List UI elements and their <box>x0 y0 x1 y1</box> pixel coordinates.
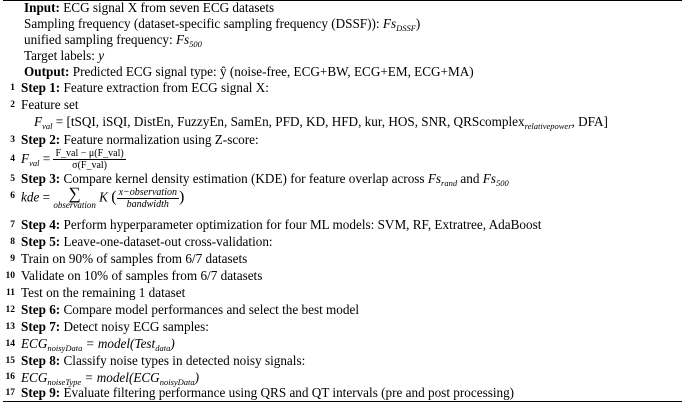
zscore-fraction <box>53 148 125 171</box>
fval-sub: val <box>29 158 40 168</box>
line-number: 14 <box>5 339 15 349</box>
step9-text: Evaluate filtering performance using QRS and QT intervals (pre and post processing) <box>63 385 515 400</box>
line-number: 16 <box>5 372 15 382</box>
step6-text: Compare model performances and select the best model <box>63 302 360 317</box>
step7-label: Step 7: <box>21 319 61 334</box>
line-number: 7 <box>10 220 15 230</box>
noisy-data-sub: noisyData <box>47 343 83 353</box>
line-number: 10 <box>5 271 15 281</box>
zscore-numerator: F_val − μ(F_val) <box>55 148 124 160</box>
line-number: 6 <box>10 191 15 201</box>
step4-label: Step 4: <box>21 217 61 232</box>
feature-set-label: Feature set <box>21 97 79 112</box>
step5-label: Step 5: <box>21 234 61 249</box>
step2-label: Step 2: <box>21 132 61 147</box>
ecg-symbol: ECG <box>21 336 48 351</box>
test-data-sub: data <box>155 343 171 353</box>
line-number: 1 <box>10 83 15 93</box>
line-number: 5 <box>10 174 15 184</box>
kernel-symbol: K <box>99 189 108 205</box>
fval-symbol: F <box>21 151 30 166</box>
step2-text: Feature normalization using Z-score: <box>63 132 259 147</box>
fval-symbol: F <box>34 114 43 129</box>
sigma-icon: ∑ <box>68 184 81 203</box>
summation-index: observation <box>53 200 96 210</box>
paren-open: ( <box>111 188 117 206</box>
algo-line-17 <box>3 384 682 402</box>
model-call: = model(Test <box>85 336 156 351</box>
kde-fraction <box>117 187 179 210</box>
line-number: 8 <box>10 237 15 247</box>
output-text: Predicted ECG signal type: ŷ (noise-free, ECG+BW, ECG+EM, ECG+MA) <box>72 64 474 79</box>
step8-text: Classify noise types in detected noisy signals: <box>63 353 306 368</box>
fs-rand-sub: rand <box>441 178 458 188</box>
feature-set-items: [tSQI, iSQI, DistEn, FuzzyEn, SamEn, PFD, KD, HFD, kur, HOS, SNR, QRScomplex <box>66 114 525 129</box>
test-text: Test on the remaining 1 dataset <box>21 285 186 300</box>
fs-symbol: Fs <box>482 171 496 186</box>
usf-text: unified sampling frequency: <box>24 32 173 47</box>
target-text: Target labels: <box>24 48 95 63</box>
input-text: ECG signal X from seven ECG datasets <box>63 0 275 15</box>
step3-text: Compare kernel density estimation (KDE) for feature overlap across <box>63 171 425 186</box>
step9-label: Step 9: <box>21 385 61 400</box>
fval-sub: val <box>42 121 53 131</box>
usf-symbol: Fs <box>175 32 190 47</box>
ecg-symbol: ECG <box>21 370 48 385</box>
step5-text: Leave-one-dataset-out cross-validation: <box>63 234 273 249</box>
model-call: = model(ECG <box>84 370 160 385</box>
noise-type-sub: noiseType <box>47 377 82 387</box>
step4-text: Perform hyperparameter optimization for four ML models: SVM, RF, Extratree, AdaBoost <box>63 217 542 232</box>
step8-label: Step 8: <box>21 353 61 368</box>
paren-close: ) <box>178 188 185 206</box>
step1-label: Step 1: <box>21 80 61 95</box>
feature-set-sub: relativepower <box>524 121 572 131</box>
sf-sub: DSSF <box>396 23 416 33</box>
line-number: 13 <box>5 322 15 332</box>
line-number: 9 <box>10 254 15 264</box>
line-number: 3 <box>10 135 15 145</box>
summation <box>53 184 96 210</box>
kde-symbol: kde <box>21 189 40 205</box>
kde-numerator: x−observation <box>118 187 177 198</box>
feature-set-end: , DFA] <box>571 114 608 129</box>
fs-500-sub: 500 <box>495 178 509 188</box>
zscore-denominator: σ(F_val) <box>72 160 108 172</box>
target-symbol: y <box>98 48 105 63</box>
algorithm-box: Input: ECG signal X from seven ECG datasets Sampling frequency (dataset-specific sampling frequency (DSSF)): $Fs_{DSSF}$) unified sampling frequency: $Fs_{500}$ Target labels: y Output: Predicted ECG signal type: ŷ (noise-free, ECG+BW, ECG+EM, ECG+MA) 1 Step 1: Feature extraction from ECG signal X: 2 Feature set $F_{val}$ = [tSQI, iSQI, DistEn, FuzzyEn, SamEn, PFD, KD, HFD, kur, HOS, SNR, QRScomplex$_{relativepower}$, DFA] 3 Step 2: Feature normalization using Z-score: 4 $F_{val}$ = $\frac{\text{F\_val − μ(F\_val)}}{\text{σ(F\_val)}}$ 5 Step 3: Compare kernel density estimation (KDE) for feature overlap across $Fs_{rand}$ and $Fs_{500}$ 6 kde = ∑ observation K ( $\frac{\text{x−observation}}{\text{bandwidth}}$ ) 7 Step 4: Perform hyperparameter optimization for four ML models: SVM, RF, Extratree, AdaBoost 8 Step 5: Leave-one-dataset-out cross-validation: 9 Train on 90% of samples from 6/7 datasets 10 Validate on 10% of samples from 6/7 datasets 11 Test on the remaining 1 dataset 12 Step 6: Compare model performances and select the best model 13 Step 7: Detect noisy ECG samples: 14 $ECG_{noisyData}$ = model(Test$_{data}$) 15 Step 8: Classify noise types in detected noisy signals: 16 $ECG_{noiseType}$ = $model(ECG_{noisyData})$ <box>3 0 682 402</box>
line-number: 12 <box>5 305 15 315</box>
usf-sub: 500 <box>189 39 202 49</box>
step3-label: Step 3: <box>21 171 61 186</box>
step7-text: Detect noisy ECG samples: <box>63 319 209 334</box>
line-number: 17 <box>5 388 15 398</box>
line-number: 2 <box>10 100 15 110</box>
input-label: Input: <box>24 0 60 15</box>
sf-symbol: Fs <box>382 16 397 31</box>
noisy-data-sub: noisyData <box>159 377 195 387</box>
step6-label: Step 6: <box>21 302 61 317</box>
line-number: 4 <box>10 154 15 164</box>
line-number: 15 <box>5 356 15 366</box>
step1-text: Feature extraction from ECG signal X: <box>63 80 269 95</box>
output-label: Output: <box>24 64 70 79</box>
kde-denominator: bandwidth <box>126 199 169 210</box>
fs-symbol: Fs <box>427 171 442 186</box>
step3-and: and <box>460 171 480 186</box>
validate-text: Validate on 10% of samples from 6/7 datasets <box>21 268 263 283</box>
train-text: Train on 90% of samples from 6/7 datasets <box>21 251 248 266</box>
line-number: 11 <box>6 288 15 298</box>
sf-text: Sampling frequency (dataset-specific sampling frequency (DSSF)): <box>24 16 380 31</box>
